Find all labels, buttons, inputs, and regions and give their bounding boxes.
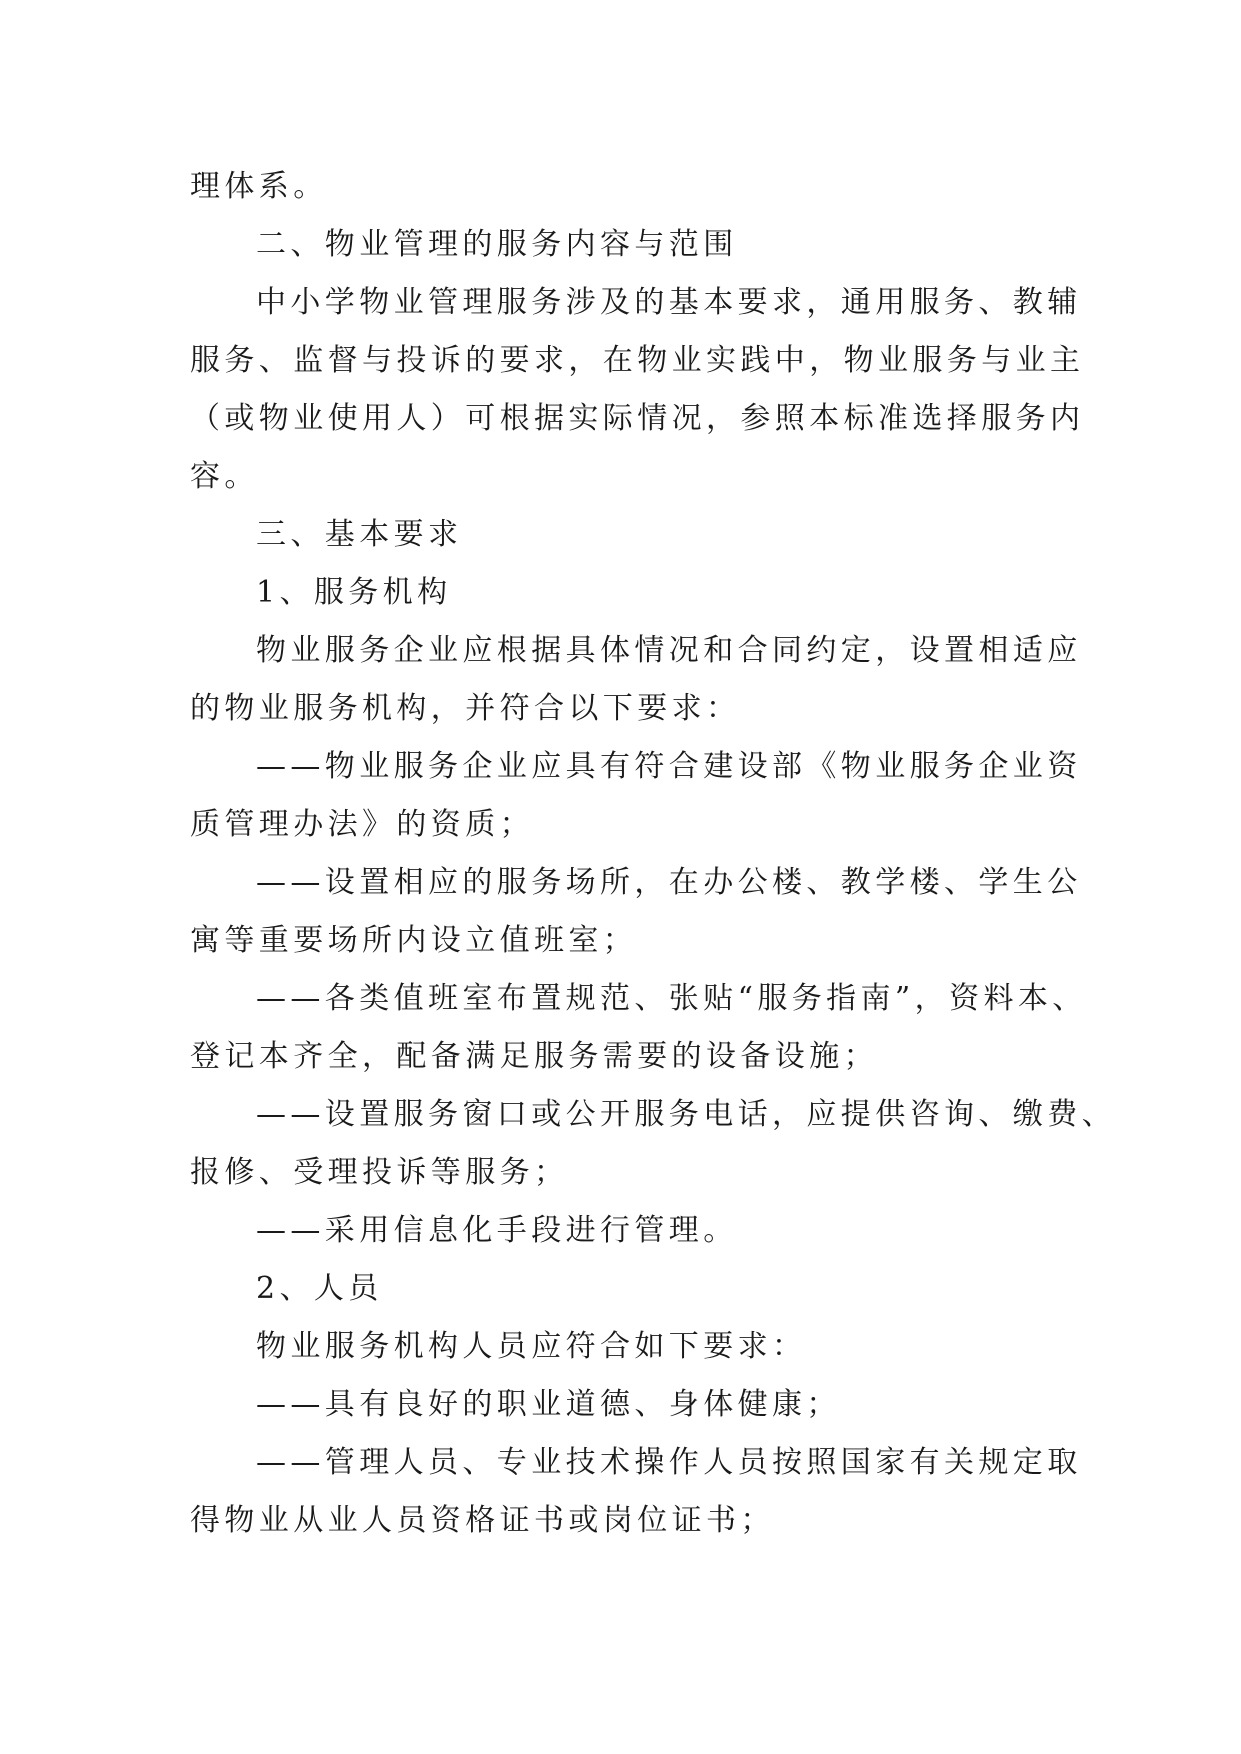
text-line: 登记本齐全，配备满足服务需要的设备设施； bbox=[190, 1039, 878, 1074]
text-line: 服务、监督与投诉的要求，在物业实践中，物业服务与业主 bbox=[190, 343, 1085, 378]
list-item: ——具有良好的职业道德、身体健康； bbox=[256, 1387, 841, 1422]
text-line: 质管理办法》的资质； bbox=[190, 807, 534, 842]
list-item: ——管理人员、专业技术操作人员按照国家有关规定取 bbox=[256, 1445, 1082, 1480]
text-line: 理体系。 bbox=[190, 169, 328, 204]
text-line: 寓等重要场所内设立值班室； bbox=[190, 923, 638, 958]
list-item: ——设置服务窗口或公开服务电话，应提供咨询、缴费、 bbox=[256, 1097, 1116, 1132]
text-line: （或物业使用人）可根据实际情况，参照本标准选择服务内 bbox=[190, 401, 1085, 436]
subsection-heading: 2、人员 bbox=[256, 1271, 383, 1306]
list-item: ——采用信息化手段进行管理。 bbox=[256, 1213, 738, 1248]
text-line: 报修、受理投诉等服务； bbox=[190, 1155, 569, 1190]
text-line: 容。 bbox=[190, 459, 259, 494]
text-line: 的物业服务机构，并符合以下要求： bbox=[190, 691, 741, 726]
list-item: ——设置相应的服务场所，在办公楼、教学楼、学生公 bbox=[256, 865, 1082, 900]
text-line: 中小学物业管理服务涉及的基本要求，通用服务、教辅 bbox=[256, 285, 1082, 320]
body-text bbox=[190, 158, 1116, 1550]
subsection-heading: 1、服务机构 bbox=[256, 575, 452, 610]
list-item: ——各类值班室布置规范、张贴“服务指南”，资料本、 bbox=[256, 981, 1087, 1016]
list-item: ——物业服务企业应具有符合建设部《物业服务企业资 bbox=[256, 749, 1082, 784]
text-line: 物业服务机构人员应符合如下要求： bbox=[256, 1329, 807, 1364]
text-line: 物业服务企业应根据具体情况和合同约定，设置相适应 bbox=[256, 633, 1082, 668]
section-heading: 二、物业管理的服务内容与范围 bbox=[256, 227, 738, 262]
text-line: 得物业从业人员资格证书或岗位证书； bbox=[190, 1503, 775, 1538]
section-heading: 三、基本要求 bbox=[256, 517, 463, 552]
